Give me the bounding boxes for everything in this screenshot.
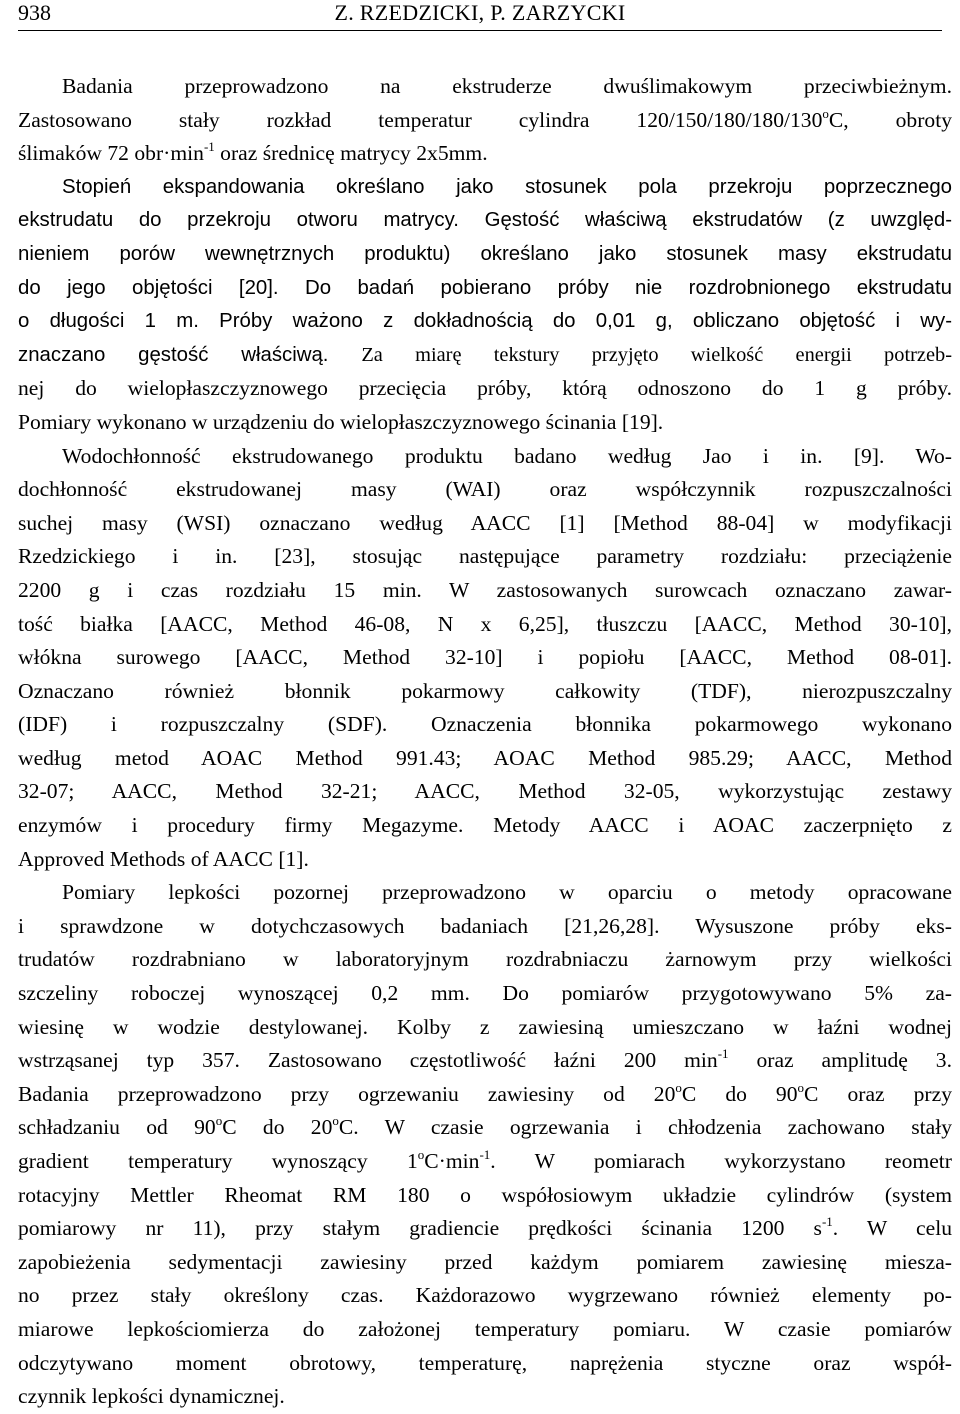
text-line: do jego objętości [20]. Do badań pobierano próby nie rozdrobnionego ekstrudatu — [18, 276, 952, 299]
text-line: 2200 g i czas rozdziału 15 min. W zastosowanych surowcach oznaczano zawar- — [18, 577, 952, 602]
text-line: o długości 1 m. Próby ważono z dokładnością do 0,01 g, obliczano objętość i wy- — [18, 310, 952, 333]
superscript: o — [417, 1147, 425, 1162]
text-line: Stopień ekspandowania określano jako stosunek pola przekroju poprzecznego — [62, 175, 952, 198]
text-line: Approved Methods of AACC [1]. — [18, 846, 309, 871]
superscript: -1 — [821, 1214, 833, 1230]
text-line: i sprawdzone w dotychczasowych badaniach [21,26,28]. Wysuszone próby eks- — [18, 913, 952, 938]
running-header — [18, 0, 942, 31]
text-line: szczeliny roboczej wynoszącej 0,2 mm. Do pomiarów przygotowywano 5% za- — [18, 981, 952, 1006]
superscript: o — [797, 1079, 805, 1095]
text-line: Badania przeprowadzono przy ogrzewaniu zawiesiny od 20$^o$C do 90$^o$C oraz przy — [18, 1079, 953, 1106]
superscript: -1 — [479, 1147, 491, 1162]
running-header-authors: Z. RZEDZICKI, P. ZARZYCKI — [334, 0, 626, 25]
text-line: Wodochłonność ekstrudowanego produktu badano według Jao i in. [9]. Wo- — [62, 443, 952, 468]
text-run: Za miarę tekstury przyjęto wielkość energii potrzeb- — [361, 343, 952, 366]
text-line: no przez stały określony czas. Każdorazowo wygrzewano również elementy po- — [18, 1283, 952, 1308]
text-line: dochłonność ekstrudowanej masy (WAI) oraz współczynnik rozpuszczalności — [18, 477, 952, 502]
text-line: rotacyjny Mettler Rheomat RM 180 o współosiowym układzie cylindrów (system — [18, 1182, 952, 1207]
text-line: trudatów rozdrabniano w laboratoryjnym rozdrabniaczu żarnowym przy wielkości — [18, 947, 952, 972]
text-line: Rzedzickiego i in. [23], stosując następujące parametry rozdziału: przeciążenie — [18, 544, 952, 569]
text-line: Pomiary wykonano w urządzeniu do wielopłaszczyznowego ścinania [19]. — [18, 409, 664, 434]
text-line: 32-07; AACC, Method 32-21; AACC, Method 32-05, wykorzystując zestawy — [18, 779, 952, 804]
text-line: nej do wielopłaszczyznowego przecięcia próby, którą odnoszono do 1 g próby. — [18, 376, 952, 401]
superscript: -1 — [203, 139, 215, 155]
superscript: o — [675, 1079, 682, 1095]
text-line: suchej masy (WSI) oznaczano według AACC [1] [Method 88-04] w modyfikacji — [18, 510, 952, 535]
text-line: ekstrudatu do przekroju otworu matrycy. Gęstość właściwą ekstrudatów (z uwzględ- — [18, 209, 952, 232]
text-line: schładzaniu od 90$^o$C do 20$^o$C. W czasie ogrzewania i chłodzenia zachowano stały — [18, 1113, 952, 1140]
superscript: -1 — [717, 1046, 729, 1062]
text-line: czynnik lepkości dynamicznej. — [18, 1384, 285, 1409]
text-line: zapobieżenia sedymentacji zawiesiny przed każdym pomiarem zawiesinę miesza- — [18, 1249, 952, 1274]
text-line: ślimaków 72 $obr\cdot\min^{-1}$ oraz średnicę matrycy 2x5mm. — [18, 139, 488, 166]
text-line: tość białka [AACC, Method 46-08, N x 6,25], tłuszczu [AACC, Method 30-10], — [18, 611, 952, 636]
text-line: enzymów i procedury firmy Megazyme. Metody AACC i AOAC zaczerpnięto z — [18, 813, 952, 838]
text-line: wiesinę w wodzie destylowanej. Kolby z zawiesiną umieszczano w łaźni wodnej — [18, 1014, 952, 1039]
text-line: Badania przeprowadzono na ekstruderze dwuślimakowym przeciwbieżnym. — [62, 74, 952, 98]
text-line: Oznaczano również błonnik pokarmowy całkowity (TDF), nierozpuszczalny — [18, 678, 952, 703]
paragraph — [18, 876, 952, 1414]
page-number: 938 — [18, 0, 51, 25]
superscript: o — [215, 1113, 223, 1129]
text-line: znaczano gęstość właściwą. Za miarę tekstury przyjęto wielkość energii potrzeb- — [18, 343, 952, 366]
text-line: włókna surowego [AACC, Method 32-10] i popiołu [AACC, Method 08-01]. — [18, 645, 952, 670]
text-line: wstrząsanej typ 357. Zastosowano częstotliwość łaźni 200 $\min^{-1}$ oraz amplitudę 3. — [18, 1046, 953, 1073]
text-line: według metod AOAC Method 991.43; AOAC Method 985.29; AACC, Method — [18, 745, 952, 770]
paragraph — [18, 171, 952, 440]
paragraph — [18, 70, 952, 171]
paragraph — [18, 440, 952, 877]
body-text — [18, 70, 952, 1414]
text-line: nieniem porów wewnętrznych produktu) określano jako stosunek masy ekstrudatu — [18, 242, 952, 265]
text-line: odczytywano moment obrotowy, temperaturę, naprężenia styczne oraz współ- — [18, 1350, 952, 1375]
text-line: miarowe lepkościomierza do założonej temperatury pomiaru. W czasie pomiarów — [18, 1316, 952, 1341]
text-line: (IDF) i rozpuszczalny (SDF). Oznaczenia błonnika pokarmowego wykonano — [18, 712, 952, 737]
superscript: o — [822, 105, 829, 121]
text-line: gradient temperatury wynoszący $1^oC\cdot\min^{-1}$. W pomiarach wykorzystano reometr — [18, 1147, 952, 1173]
superscript: o — [332, 1113, 339, 1129]
text-line: Pomiary lepkości pozornej przeprowadzono w oparciu o metody opracowane — [62, 880, 952, 905]
text-line: Zastosowano stały rozkład temperatur cylindra 120/150/180/180/130$^o$C, obroty — [18, 105, 953, 132]
text-line: pomiarowy nr 11), przy stałym gradiencie prędkości ścinania 1200 $s^{-1}$. W celu — [18, 1214, 952, 1241]
